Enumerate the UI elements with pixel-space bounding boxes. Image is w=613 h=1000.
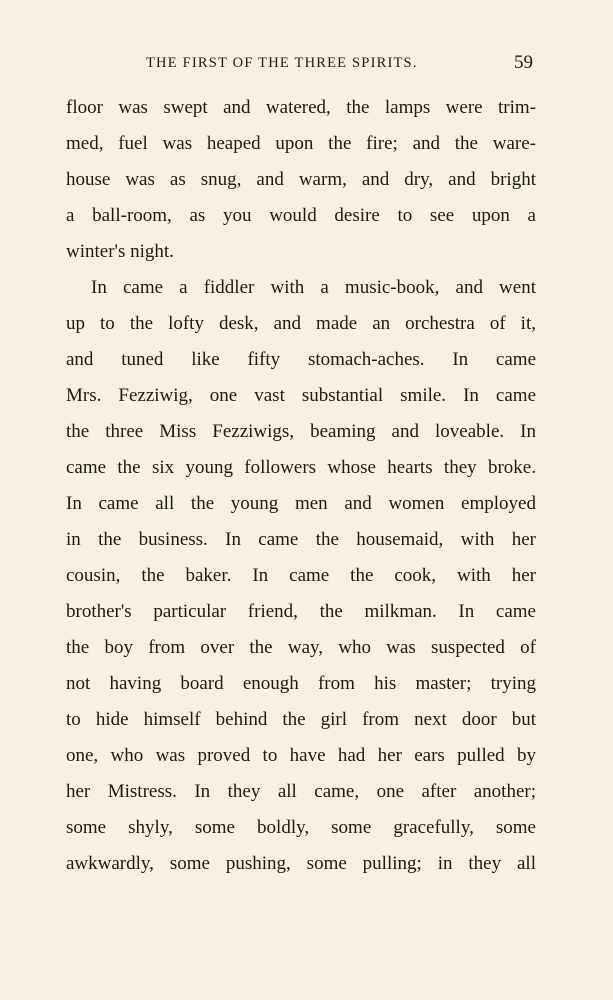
text-line: up to the lofty desk, and made an orchestra of it, [66, 313, 536, 334]
text-line: one, who was proved to have had her ears pulled by [66, 745, 536, 766]
text-line: awkwardly, some pushing, some pulling; in they all [66, 853, 536, 874]
text-line: In came all the young men and women employed [66, 493, 536, 514]
text-line: brother's particular friend, the milkman. In came [66, 601, 536, 622]
text-line: some shyly, some boldly, some gracefully, some [66, 817, 536, 838]
text-line: not having board enough from his master; trying [66, 673, 536, 694]
text-line: the three Miss Fezziwigs, beaming and loveable. In [66, 421, 536, 442]
page-number: 59 [514, 52, 533, 73]
text-line: Mrs. Fezziwig, one vast substantial smile. In came [66, 385, 536, 406]
text-line: in the business. In came the housemaid, with her [66, 529, 536, 550]
text-line: winter's night. [66, 241, 174, 262]
text-line: cousin, the baker. In came the cook, with her [66, 565, 536, 586]
text-line: to hide himself behind the girl from next door but [66, 709, 536, 730]
text-line: floor was swept and watered, the lamps were trim- [66, 97, 536, 118]
text-line: her Mistress. In they all came, one after another; [66, 781, 536, 802]
text-line: med, fuel was heaped upon the fire; and the ware- [66, 133, 536, 154]
text-line: In came a fiddler with a music-book, and went [91, 277, 536, 298]
text-line: the boy from over the way, who was suspected of [66, 637, 536, 658]
text-line: and tuned like fifty stomach-aches. In came [66, 349, 536, 370]
text-line: house was as snug, and warm, and dry, and bright [66, 169, 536, 190]
text-line: a ball-room, as you would desire to see upon a [66, 205, 536, 226]
text-line: came the six young followers whose hearts they broke. [66, 457, 536, 478]
running-head: THE FIRST OF THE THREE SPIRITS. [146, 55, 418, 71]
